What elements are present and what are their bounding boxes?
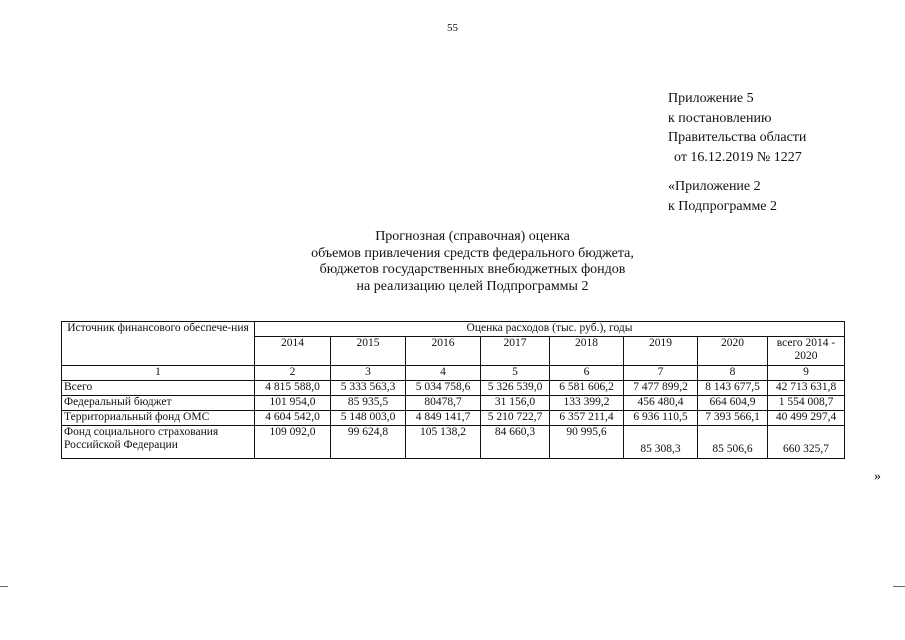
appendix-line-4: от 16.12.2019 № 1227 [674, 149, 802, 165]
appendix-header [668, 89, 806, 167]
table-cell: 85 935,5 [331, 396, 406, 411]
table-cell: 7 477 899,2 [624, 381, 698, 396]
table-cell: 4 849 141,7 [406, 411, 481, 426]
title-line-4: на реализацию целей Подпрограммы 2 [356, 278, 589, 294]
year-header: 2014 [255, 337, 331, 366]
table-row-oms [62, 411, 845, 426]
table-cell: 5 333 563,3 [331, 381, 406, 396]
row-source: Федеральный бюджет [62, 396, 255, 411]
table-cell: 7 393 566,1 [698, 411, 768, 426]
left-margin-mark [0, 586, 8, 587]
table-cell: 456 480,4 [624, 396, 698, 411]
year-header-total: всего 2014 - 2020 [768, 337, 845, 366]
finance-table [61, 321, 845, 459]
source-header: Источник финансового обеспече-ния [62, 322, 255, 366]
table-row-total [62, 381, 845, 396]
column-number: 8 [698, 366, 768, 381]
row-source: Всего [62, 381, 255, 396]
right-margin-mark [893, 586, 905, 587]
table-cell: 6 357 211,4 [550, 411, 624, 426]
column-number: 2 [255, 366, 331, 381]
table-cell: 85 506,6 [698, 426, 768, 459]
row-source: Территориальный фонд ОМС [62, 411, 255, 426]
appendix-line-1: Приложение 5 [668, 91, 754, 106]
column-number: 5 [481, 366, 550, 381]
table-cell: 1 554 008,7 [768, 396, 845, 411]
table-cell: 31 156,0 [481, 396, 550, 411]
table-cell: 5 326 539,0 [481, 381, 550, 396]
document-title [200, 229, 745, 295]
table-header-row [62, 322, 845, 337]
year-header: 2017 [481, 337, 550, 366]
table-cell: 99 624,8 [331, 426, 406, 459]
column-number: 3 [331, 366, 406, 381]
table-row-federal [62, 396, 845, 411]
column-number: 4 [406, 366, 481, 381]
table-cell: 85 308,3 [624, 426, 698, 459]
table-cell: 4 815 588,0 [255, 381, 331, 396]
table-cell: 80478,7 [406, 396, 481, 411]
appendix-line-3: Правительства области [668, 130, 807, 145]
sub-appendix-line-2: к Подпрограмме 2 [668, 198, 778, 214]
year-header: 2015 [331, 337, 406, 366]
column-number: 1 [62, 366, 255, 381]
table-cell: 6 581 606,2 [550, 381, 624, 396]
title-line-3: бюджетов государственных внебюджетных фондов [319, 262, 626, 277]
table-cell: 42 713 631,8 [768, 381, 845, 396]
table-cell: 133 399,2 [550, 396, 624, 411]
estimate-header: Оценка расходов (тыс. руб.), годы [255, 322, 845, 337]
year-header: 2016 [406, 337, 481, 366]
table-cell: 5 210 722,7 [481, 411, 550, 426]
table-cell: 664 604,9 [698, 396, 768, 411]
appendix-line-2: к постановлению [668, 110, 772, 126]
table-cell: 6 936 110,5 [624, 411, 698, 426]
page-number: 55 [447, 22, 458, 34]
table-cell: 5 148 003,0 [331, 411, 406, 426]
table-row-fss [62, 426, 845, 459]
year-header: 2019 [624, 337, 698, 366]
table-cell: 8 143 677,5 [698, 381, 768, 396]
column-number: 6 [550, 366, 624, 381]
table-cell: 660 325,7 [768, 426, 845, 459]
closing-quote: » [874, 469, 881, 484]
sub-appendix-line-1: «Приложение 2 [668, 179, 761, 194]
table-cell: 84 660,3 [481, 426, 550, 459]
column-number: 7 [624, 366, 698, 381]
year-header: 2020 [698, 337, 768, 366]
title-line-2: объемов привлечения средств федерального бюджета, [311, 245, 634, 261]
table-cell: 40 499 297,4 [768, 411, 845, 426]
column-number: 9 [768, 366, 845, 381]
table-cell: 5 034 758,6 [406, 381, 481, 396]
table-cell: 90 995,6 [550, 426, 624, 459]
column-number-row [62, 366, 845, 381]
sub-appendix-header [668, 177, 777, 216]
title-line-1: Прогнозная (справочная) оценка [375, 229, 570, 244]
table-cell: 109 092,0 [255, 426, 331, 459]
row-source: Фонд социального страхования Российской Федерации [62, 426, 255, 459]
table-cell: 105 138,2 [406, 426, 481, 459]
table-cell: 4 604 542,0 [255, 411, 331, 426]
year-header: 2018 [550, 337, 624, 366]
table-cell: 101 954,0 [255, 396, 331, 411]
